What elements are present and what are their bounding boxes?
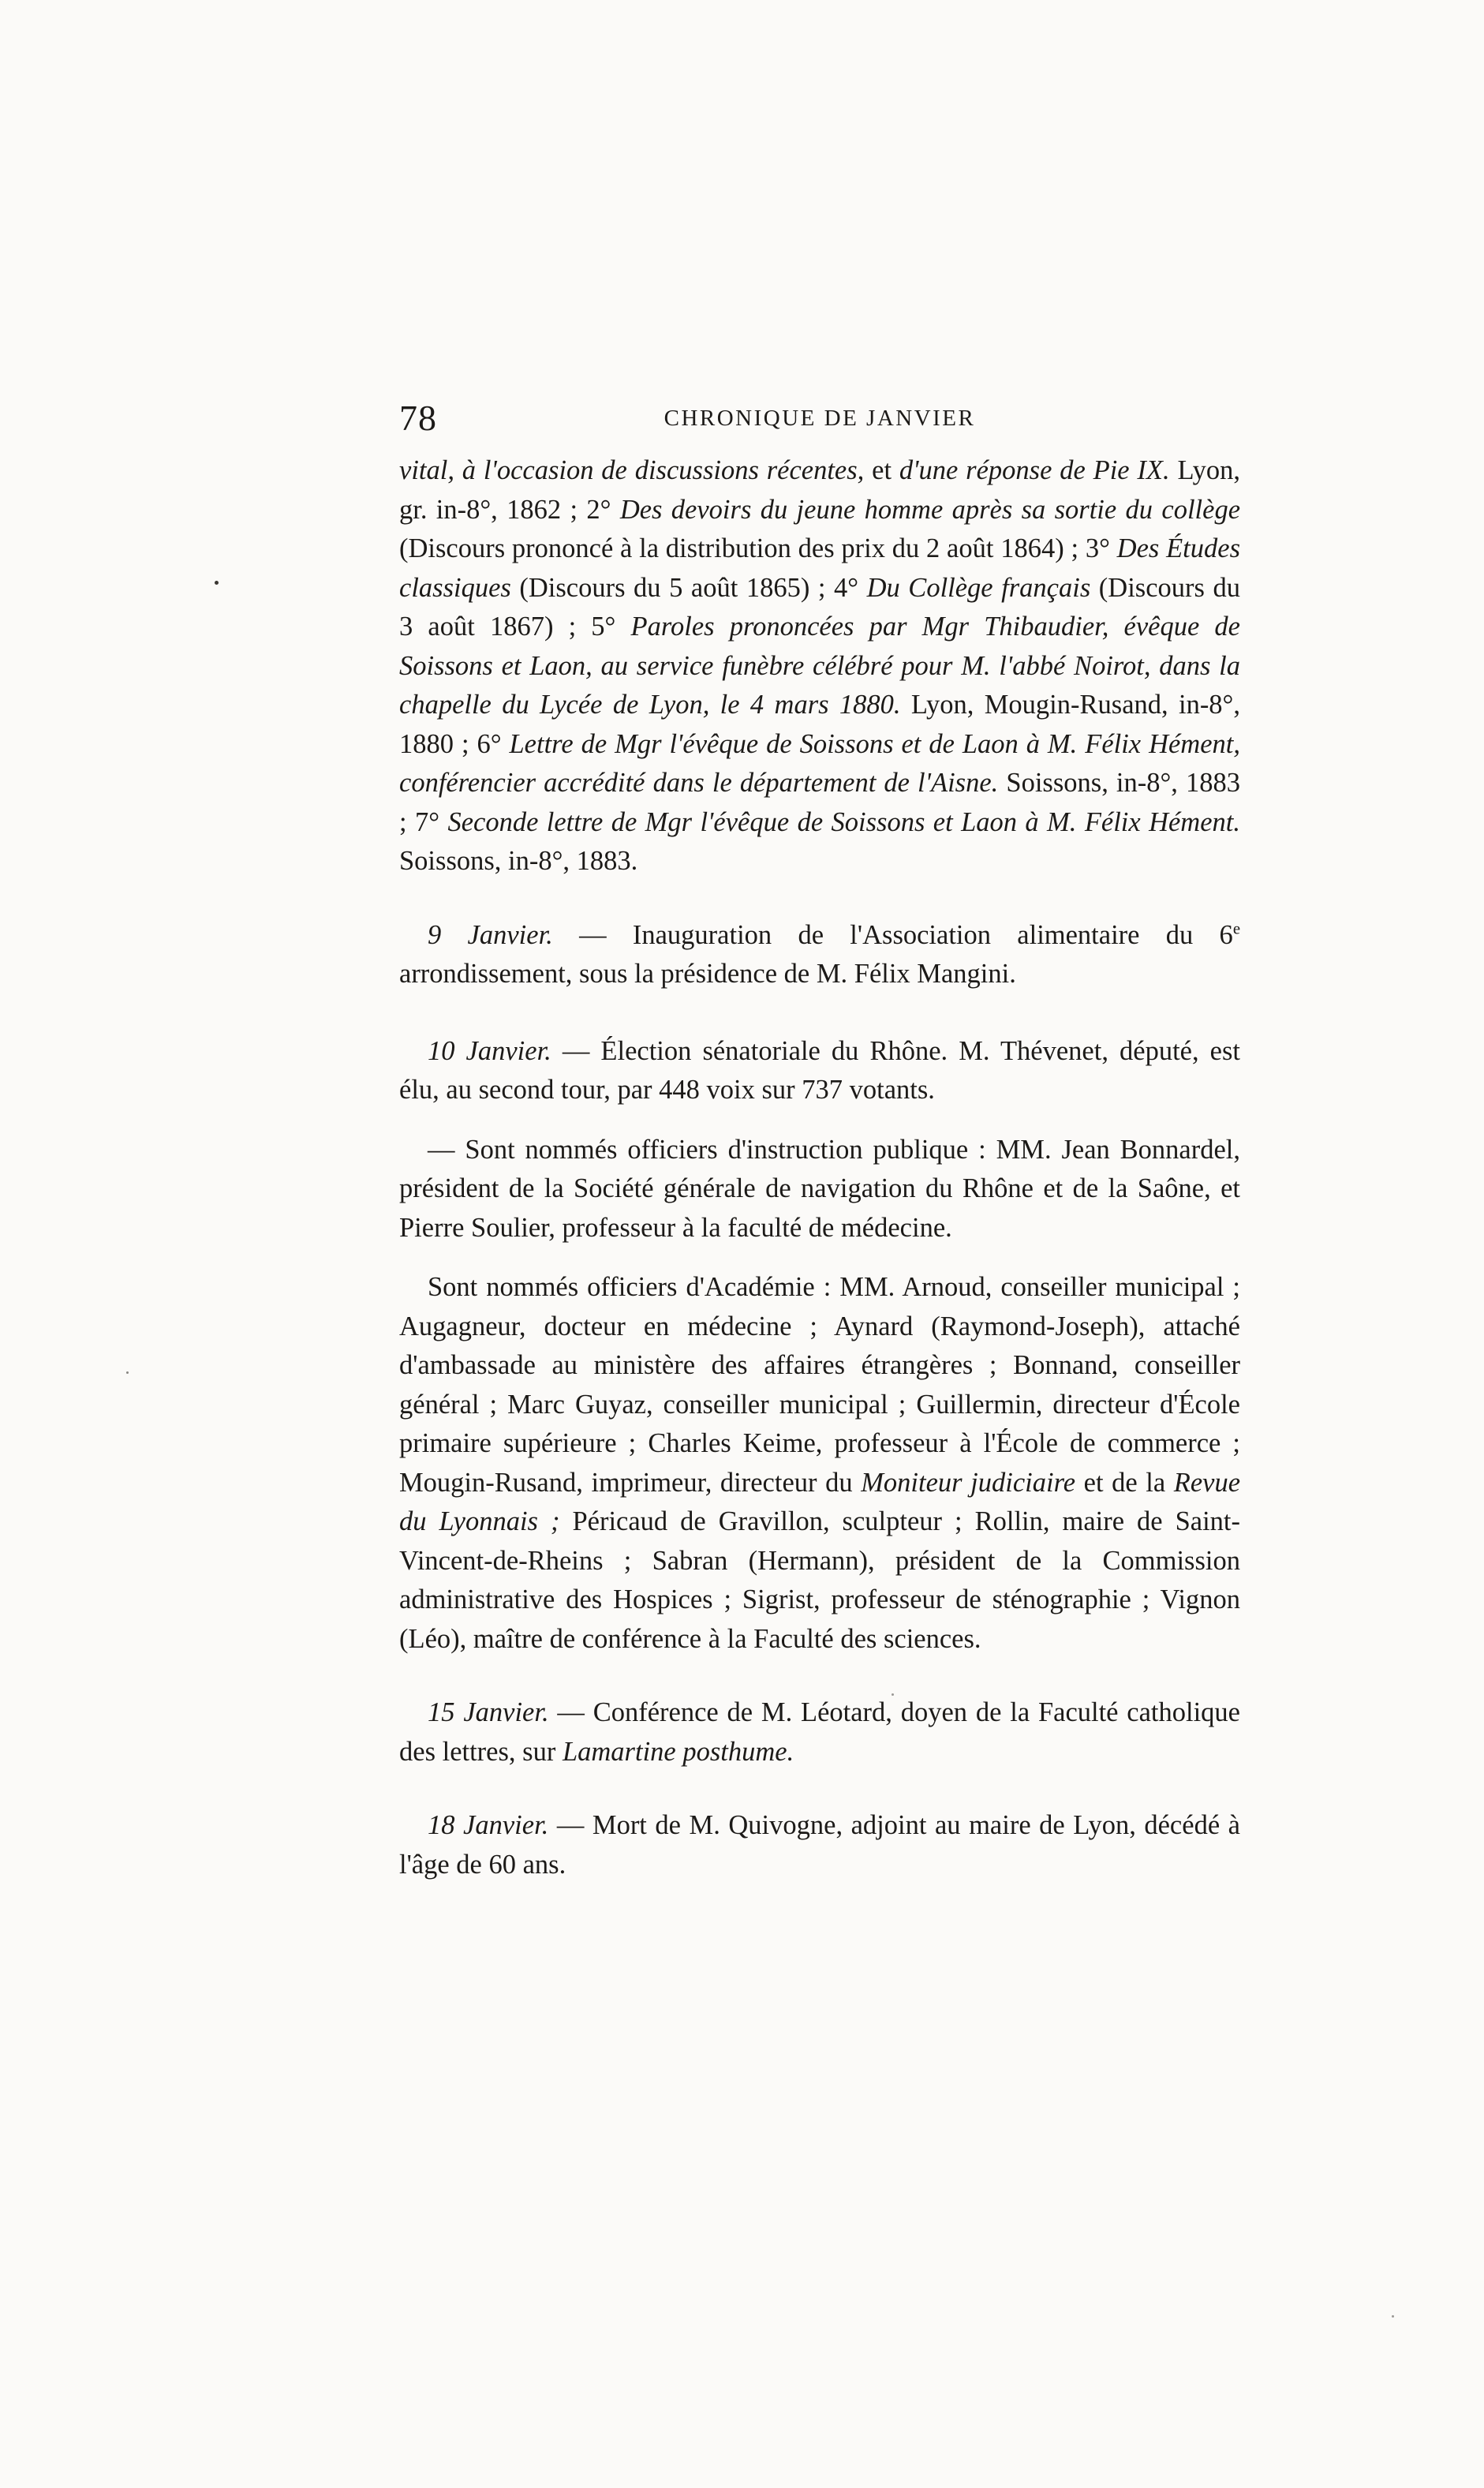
entry-date: 18 Janvier. xyxy=(428,1810,549,1840)
text-segment: arrondissement, sous la présidence de M. Félix Mangini. xyxy=(399,959,1016,989)
paragraph-entry-9-janvier xyxy=(399,916,1240,994)
scan-speck xyxy=(126,1371,129,1374)
text-segment: Du Collège français xyxy=(866,572,1091,603)
text-segment: — Sont nommés officiers d'instruction publique : MM. Jean Bonnardel, président de la Société générale de navigation du Rhône et de la Saône, et Pierre Soulier, professeur à la faculté de médecine. xyxy=(399,1134,1240,1243)
body-text xyxy=(399,451,1240,1884)
text-segment: Lamartine posthume. xyxy=(562,1736,794,1767)
text-segment: et xyxy=(864,455,899,485)
text-segment: — Mort de M. Quivogne, adjoint au maire de Lyon, décédé à l'âge de 60 ans. xyxy=(399,1810,1240,1880)
scan-speck xyxy=(215,581,219,585)
text-segment: (Discours prononcé à la distribution des prix du 2 août 1864) ; 3° xyxy=(399,533,1117,563)
paragraph-entry-10-janvier xyxy=(399,1032,1240,1110)
text-segment: Lyon, Mougin-Rusand, in-8°, 1880 ; 6° xyxy=(399,690,1240,759)
text-segment: Lettre de Mgr l'évêque de Soissons et de Laon à M. Félix Hément, conférencier accrédité dans le département de l'Aisne. xyxy=(399,728,1240,798)
text-segment: Lyon, gr. in-8°, 1862 ; 2° xyxy=(399,455,1241,525)
text-segment: Péricaud de Gravillon, sculpteur ; Rollin, maire de Saint-Vincent-de-Rheins ; Sabran (Hermann), président de la Commission administrative des Hospices ; Sigrist, professeur de sténographie ; Vignon (Léo), maître de conférence à la Faculté des sciences. xyxy=(399,1506,1240,1654)
entry-date: 10 Janvier. xyxy=(428,1035,551,1066)
superscript: e xyxy=(1232,920,1240,937)
text-segment: Sont nommés officiers d'Académie : MM. Arnoud, conseiller municipal ; Augagneur, docteur en médecine ; Aynard (Raymond-Joseph), attaché d'ambassade au ministère des affaires étrangères ; Bonnand, conseiller général ; Marc Guyaz, conseiller municipal ; Guillermin, directeur d'École primaire supérieure ; Charles Keime, professeur à l'École de commerce ; Mougin-Rusand, imprimeur, directeur du xyxy=(399,1272,1240,1498)
text-segment: — Élection sénatoriale du Rhône. M. Thévenet, député, est élu, au second tour, par 448 voix sur 737 votants. xyxy=(399,1035,1240,1105)
entry-date: 9 Janvier. xyxy=(428,919,553,950)
paragraph-entry-10-janvier-instruction xyxy=(399,1131,1240,1248)
scan-speck xyxy=(1392,2315,1394,2318)
text-segment: (Discours du 3 août 1867) ; 5° xyxy=(399,572,1240,642)
text-segment: Paroles prononcées par Mgr Thibaudier, évêque de Soissons et Laon, au service funèbre célébré pour M. l'abbé Noirot, dans la chapelle du Lycée de Lyon, le 4 mars 1880. xyxy=(399,612,1240,720)
text-segment: Des Études classiques xyxy=(399,533,1240,603)
paragraph-bibliography-continuation xyxy=(399,451,1240,881)
text-segment: — Conférence de M. Léotard, doyen de la Faculté catholique des lettres, sur xyxy=(399,1697,1240,1767)
text-segment: vital, à l'occasion de discussions récentes, xyxy=(399,455,865,485)
text-segment: (Discours du 5 août 1865) ; 4° xyxy=(510,572,867,603)
text-segment: Seconde lettre de Mgr l'évêque de Soissons et Laon à M. Félix Hément. xyxy=(447,806,1240,837)
paragraph-entry-10-janvier-academie xyxy=(399,1268,1240,1659)
paragraph-entry-18-janvier xyxy=(399,1806,1240,1884)
text-segment: Soissons, in-8°, 1883. xyxy=(399,846,638,876)
page-number: 78 xyxy=(399,398,437,438)
paragraph-entry-15-janvier xyxy=(399,1693,1240,1772)
text-segment: Moniteur judiciaire xyxy=(861,1467,1076,1498)
text-segment: d'une réponse de Pie IX. xyxy=(899,455,1170,485)
text-segment: Soissons, in-8°, 1883 ; 7° xyxy=(399,768,1240,837)
text-segment: et de la xyxy=(1075,1467,1174,1498)
entry-date: 15 Janvier. xyxy=(428,1697,549,1727)
text-segment: Revue du Lyonnais ; xyxy=(399,1467,1241,1536)
text-segment: Des devoirs du jeune homme après sa sortie du collège xyxy=(619,494,1241,525)
page-header xyxy=(399,395,1240,442)
running-title: CHRONIQUE DE JANVIER xyxy=(664,406,976,431)
scan-speck xyxy=(892,1693,894,1696)
text-segment: — Inauguration de l'Association alimentaire du 6 xyxy=(552,919,1233,950)
